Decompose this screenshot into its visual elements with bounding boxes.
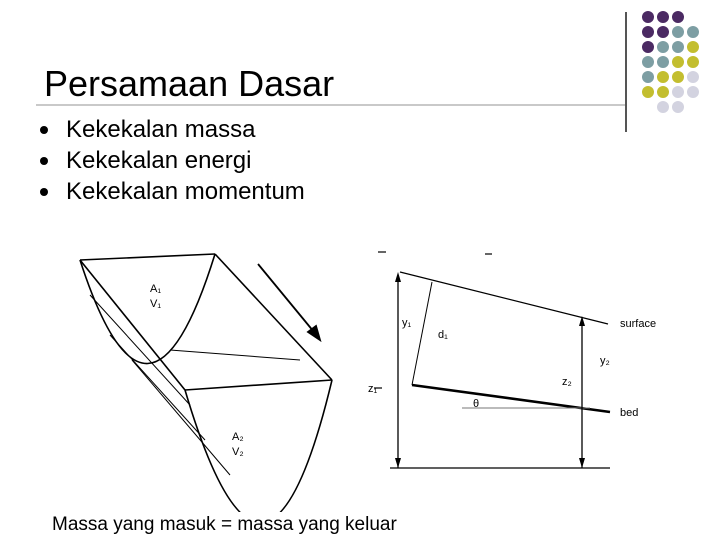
decor-dot — [657, 26, 669, 38]
channel-edge-left — [80, 260, 185, 390]
decor-dot — [672, 41, 684, 53]
decor-vertical-line — [625, 12, 627, 132]
decor-dot — [672, 26, 684, 38]
decor-dot — [672, 86, 684, 98]
decor-dot — [657, 56, 669, 68]
decor-dot — [687, 86, 699, 98]
theta-label: θ — [473, 398, 480, 410]
decor-dot — [687, 26, 699, 38]
decor-dot — [672, 56, 684, 68]
bullet-dot-icon — [40, 126, 48, 134]
decor-dot — [672, 11, 684, 23]
decor-dot-grid — [640, 10, 720, 120]
decor-dot — [672, 101, 684, 113]
bullet-text: Kekekalan massa — [66, 116, 256, 143]
decor-dot — [657, 41, 669, 53]
bullet-text: Kekekalan energi — [66, 147, 252, 174]
flow-arrow-icon — [258, 264, 320, 340]
section2-curve — [185, 380, 332, 512]
channel-section-diagram — [70, 240, 340, 512]
decor-dot — [642, 71, 654, 83]
bullet-dot-icon — [40, 157, 48, 165]
water-surface-line — [400, 272, 608, 324]
decor-dot — [687, 41, 699, 53]
slide-title: Persamaan Dasar — [44, 63, 335, 104]
decor-dot — [657, 86, 669, 98]
decor-dot — [642, 11, 654, 23]
bullet-item — [40, 145, 305, 176]
decor-dot — [642, 56, 654, 68]
surface-label: surface — [620, 318, 657, 330]
slide-caption: Massa yang masuk = massa yang keluar — [52, 514, 397, 535]
decor-dot — [657, 71, 669, 83]
decor-dot — [687, 56, 699, 68]
decor-dot — [672, 71, 684, 83]
bed-label: bed — [620, 407, 639, 419]
decor-dot — [657, 11, 669, 23]
section2-top-edge — [185, 380, 332, 390]
section1-area-label: A₁ — [150, 283, 162, 295]
y1-label: y₁ — [402, 317, 412, 329]
decor-dot — [642, 26, 654, 38]
bullet-text: Kekekalan momentum — [66, 178, 305, 205]
section2-area-label: A₂ — [232, 431, 244, 443]
d1-label: d₁ — [438, 329, 448, 341]
bullet-item — [40, 114, 305, 145]
section1-velocity-label: V₁ — [150, 298, 162, 310]
decor-dot — [642, 86, 654, 98]
d1-line — [412, 282, 432, 385]
section1-top-edge — [80, 254, 215, 260]
energy-profile-diagram — [350, 240, 690, 480]
z1-label: z₁ — [368, 383, 378, 395]
section2-velocity-label: V₂ — [232, 446, 244, 458]
section1-curve — [80, 254, 215, 364]
decor-dot — [687, 71, 699, 83]
dimension-arrows — [395, 272, 585, 468]
decor-dot — [642, 41, 654, 53]
bullet-list — [40, 114, 305, 207]
bullet-dot-icon — [40, 188, 48, 196]
z2-label: z₂ — [562, 376, 572, 388]
decor-dot — [657, 101, 669, 113]
channel-edge-right — [215, 254, 332, 380]
y2-label: y₂ — [600, 355, 610, 367]
bullet-item — [40, 176, 305, 207]
